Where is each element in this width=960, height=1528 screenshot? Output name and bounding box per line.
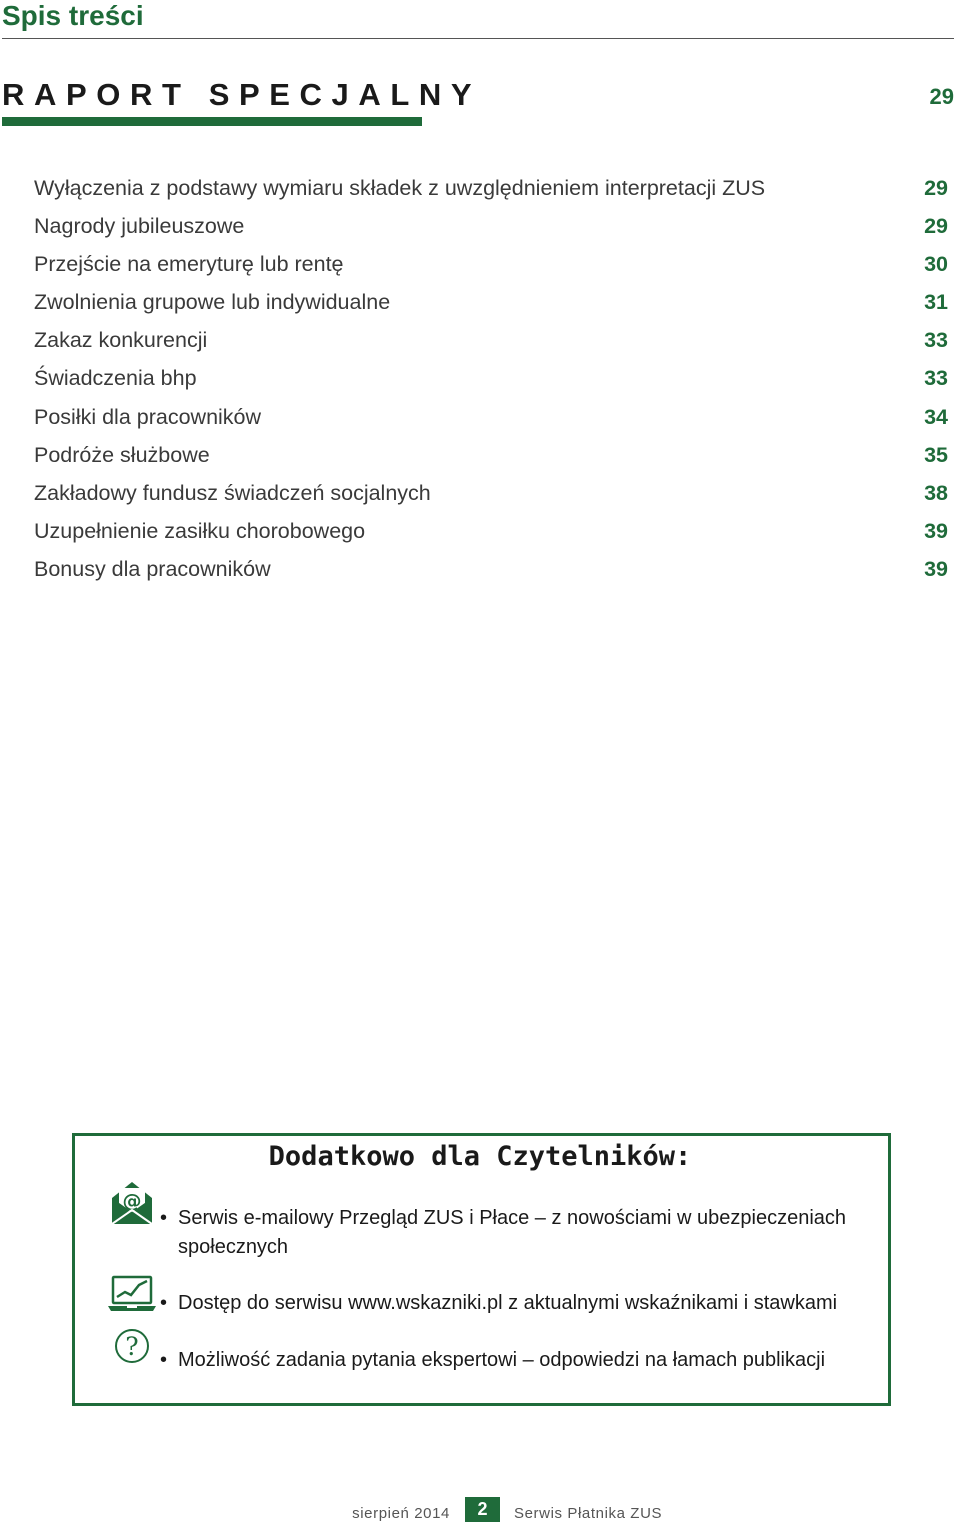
toc-item[interactable] xyxy=(34,207,954,245)
toc-item-page: 38 xyxy=(924,480,948,505)
question-icon xyxy=(113,1327,151,1365)
svg-text:@: @ xyxy=(122,1190,142,1212)
toc-item-label: Zakaz konkurencji xyxy=(34,328,208,353)
toc-item-page: 29 xyxy=(924,214,948,239)
toc-item[interactable] xyxy=(34,474,954,512)
toc-item-label: Wyłączenia z podstawy wymiaru składek z uwzględnieniem interpretacji ZUS xyxy=(34,176,766,200)
toc-item[interactable] xyxy=(34,359,954,397)
section-title: RAPORT SPECJALNY xyxy=(2,77,482,112)
toc-item-page: 33 xyxy=(924,328,948,353)
extras-item xyxy=(160,1204,850,1262)
toc-item-label: Bonusy dla pracowników xyxy=(34,556,271,581)
toc-item-page: 34 xyxy=(924,404,948,429)
bullet: • xyxy=(160,1292,168,1314)
toc-item-label: Świadczenia bhp xyxy=(34,366,197,391)
page-header-title: Spis treści xyxy=(2,0,144,31)
toc-item-label: Posiłki dla pracowników xyxy=(34,404,262,429)
footer-page-number: 2 xyxy=(465,1497,500,1522)
bullet: • xyxy=(160,1207,168,1229)
toc-item-page: 39 xyxy=(924,518,948,543)
toc-item-page: 35 xyxy=(924,442,948,467)
toc-item-label: Zakładowy fundusz świadczeń socjalnych xyxy=(34,480,431,505)
email-at-icon xyxy=(110,1180,154,1226)
toc-item[interactable] xyxy=(34,245,954,283)
extras-item-text: Możliwość zadania pytania ekspertowi – odpowiedzi na łamach publikacji xyxy=(178,1349,826,1371)
toc-item[interactable] xyxy=(34,398,954,436)
toc-item-label: Zwolnienia grupowe lub indywidualne xyxy=(34,290,391,315)
toc-item[interactable] xyxy=(34,512,954,550)
bullet: • xyxy=(160,1349,168,1371)
toc-item-page: 29 xyxy=(924,176,948,200)
toc-item-label: Uzupełnienie zasiłku chorobowego xyxy=(34,518,366,543)
toc-list xyxy=(34,169,954,588)
section-page-number: 29 xyxy=(929,84,954,109)
toc-item-page: 30 xyxy=(924,252,948,277)
toc-item-page: 31 xyxy=(924,290,948,315)
toc-item-label: Nagrody jubileuszowe xyxy=(34,214,245,239)
footer-publication: Serwis Płatnika ZUS xyxy=(514,1505,663,1522)
toc-item-label: Podróże służbowe xyxy=(34,442,210,467)
extras-item xyxy=(160,1289,850,1318)
toc-item-page: 39 xyxy=(924,556,948,581)
toc-item[interactable] xyxy=(34,283,954,321)
toc-item[interactable] xyxy=(34,436,954,474)
extras-item xyxy=(160,1346,850,1375)
section-underline xyxy=(2,117,422,126)
toc-item[interactable] xyxy=(34,550,954,588)
svg-text:?: ? xyxy=(125,1332,139,1361)
extras-title: Dodatkowo dla Czytelników: xyxy=(268,1141,692,1172)
extras-item-text: Dostęp do serwisu www.wskazniki.pl z aktualnymi wskaźnikami i stawkami xyxy=(178,1292,838,1314)
toc-item-page: 33 xyxy=(924,366,948,391)
extras-item-text: Serwis e-mailowy Przegląd ZUS i Płace – z nowościami w ubezpieczeniach społecznych xyxy=(178,1207,847,1258)
toc-item-label: Przejście na emeryturę lub rentę xyxy=(34,252,344,277)
header-rule xyxy=(2,38,954,39)
laptop-chart-icon xyxy=(107,1275,157,1313)
toc-item[interactable] xyxy=(34,169,954,207)
footer-date: sierpień 2014 xyxy=(352,1505,450,1522)
toc-item[interactable] xyxy=(34,321,954,359)
